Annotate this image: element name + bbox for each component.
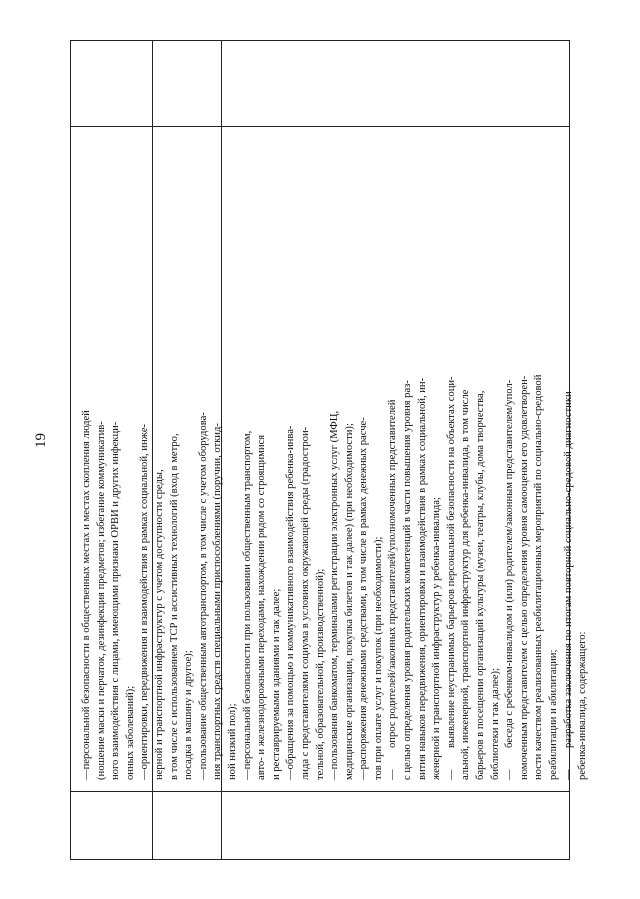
- text-line: с целью определения уровня родительских компетенций в части повышения уровня раз-: [402, 380, 414, 780]
- dash-icon: —: [285, 769, 297, 780]
- table-row-divider: [71, 791, 569, 792]
- dash-icon: —: [562, 769, 574, 780]
- text-line: авто- и железнодорожными переходами, нахождении рядом со строящимися: [256, 434, 268, 780]
- text-line: ребенка-инвалида, содержащего:: [577, 631, 589, 780]
- text-line: номоченным представителем с целью определения уровня самооценки его удовлетворен-: [518, 375, 530, 780]
- text-line: —ориентировки, передвижения и взаимодействия в рамках социальной, инже-: [139, 423, 151, 780]
- dash-icon: —: [504, 769, 516, 780]
- dash-icon: —: [387, 769, 399, 780]
- text-line: тельной, образовательной, производственной);: [314, 568, 326, 780]
- text-line: —опрос родителей/законных представителей/уполномоченных представителей: [386, 135, 401, 780]
- text-line: —персональной безопасности в общественных местах и местах скопления людей: [81, 410, 92, 780]
- text-line: ности качеством реализованных реабилитационных мероприятий по социально-средовой: [533, 374, 545, 780]
- dash-icon: —: [81, 769, 92, 780]
- text-line: —распоряжения денежными средствами, в том числе в рамках денежных расче-: [358, 417, 370, 780]
- dash-icon: —: [197, 769, 209, 780]
- text-line: —персональной безопасности при пользовании общественным транспортом,: [241, 430, 253, 780]
- text-line: женерной и транспортной инфраструктур у ребенка-инвалида;: [431, 497, 443, 780]
- dash-icon: —: [445, 769, 457, 780]
- page-number: 19: [33, 433, 49, 448]
- text-line: —обращения за помощью и коммуникативного взаимодействия ребенка-инва-: [285, 425, 297, 780]
- text-line: ной низкий пол);: [226, 703, 238, 780]
- text-line: ния транспортных средств специальными приспособлениями (поручни, откид-: [212, 423, 224, 780]
- text-line: онных заболеваний);: [124, 685, 136, 780]
- text-line: тов при оплате услуг и покупок (при необходимости);: [372, 536, 384, 780]
- text-line: —пользование общественным автотранспортом, в том числе с учетом оборудова-: [197, 412, 209, 780]
- text-line: реабилитации и абилитации;: [548, 649, 559, 780]
- text-line: —разработка заключения по итогам повторной социально-средовой диагностики: [562, 135, 577, 780]
- text-line: библиотеки и так далее);: [489, 667, 501, 780]
- text-line: ного взаимодействия с лицами, имеющими признаки ОРВИ и других инфекци-: [110, 421, 122, 780]
- dash-icon: —: [358, 769, 370, 780]
- table-row-divider: [71, 126, 569, 127]
- table-text-cell: [80, 135, 589, 780]
- dash-icon: —: [139, 769, 151, 780]
- text-line: альной, инженерной, транспортной инфраструктур для ребенка-инвалида, в том числе: [460, 389, 472, 780]
- dash-icon: —: [241, 769, 253, 780]
- dash-icon: —: [329, 769, 341, 780]
- text-line: —выявление неустранимых барьеров персональной безопасности на объектах соци-: [445, 135, 460, 780]
- text-line: посадка в машину и другое);: [183, 650, 195, 780]
- text-line: в том числе с использованием ТСР и ассистивных технологий (вход в метро,: [168, 433, 180, 780]
- text-line: (ношение маски и перчаток, дезинфекция предметов; избегание коммуникатив-: [95, 421, 107, 780]
- text-line: вития навыков передвижения, ориентировки и взаимодействия в рамках социальной, ин-: [416, 377, 428, 780]
- text-line: —беседа с ребенком-инвалидом и (или) родителем/законным представителем/упол-: [503, 135, 518, 780]
- text-line: —пользования банкоматом, терминалами регистрации электронных услуг (МФЦ,: [329, 410, 341, 780]
- text-line: лида с представителями социума в условиях окружающей среды (градострои-: [299, 426, 311, 780]
- text-line: барьеров в посещении организаций культуры (музеи, театры, клубы, дома творчества,: [475, 390, 487, 780]
- text-line: и реставрируемыми зданиями и так далее;: [270, 588, 282, 780]
- text-line: нерной и транспортной инфраструктур с учетом доступности среды,: [153, 469, 165, 780]
- text-line: медицинские организации, покупка билетов и так далее) (при необходимости);: [343, 423, 355, 780]
